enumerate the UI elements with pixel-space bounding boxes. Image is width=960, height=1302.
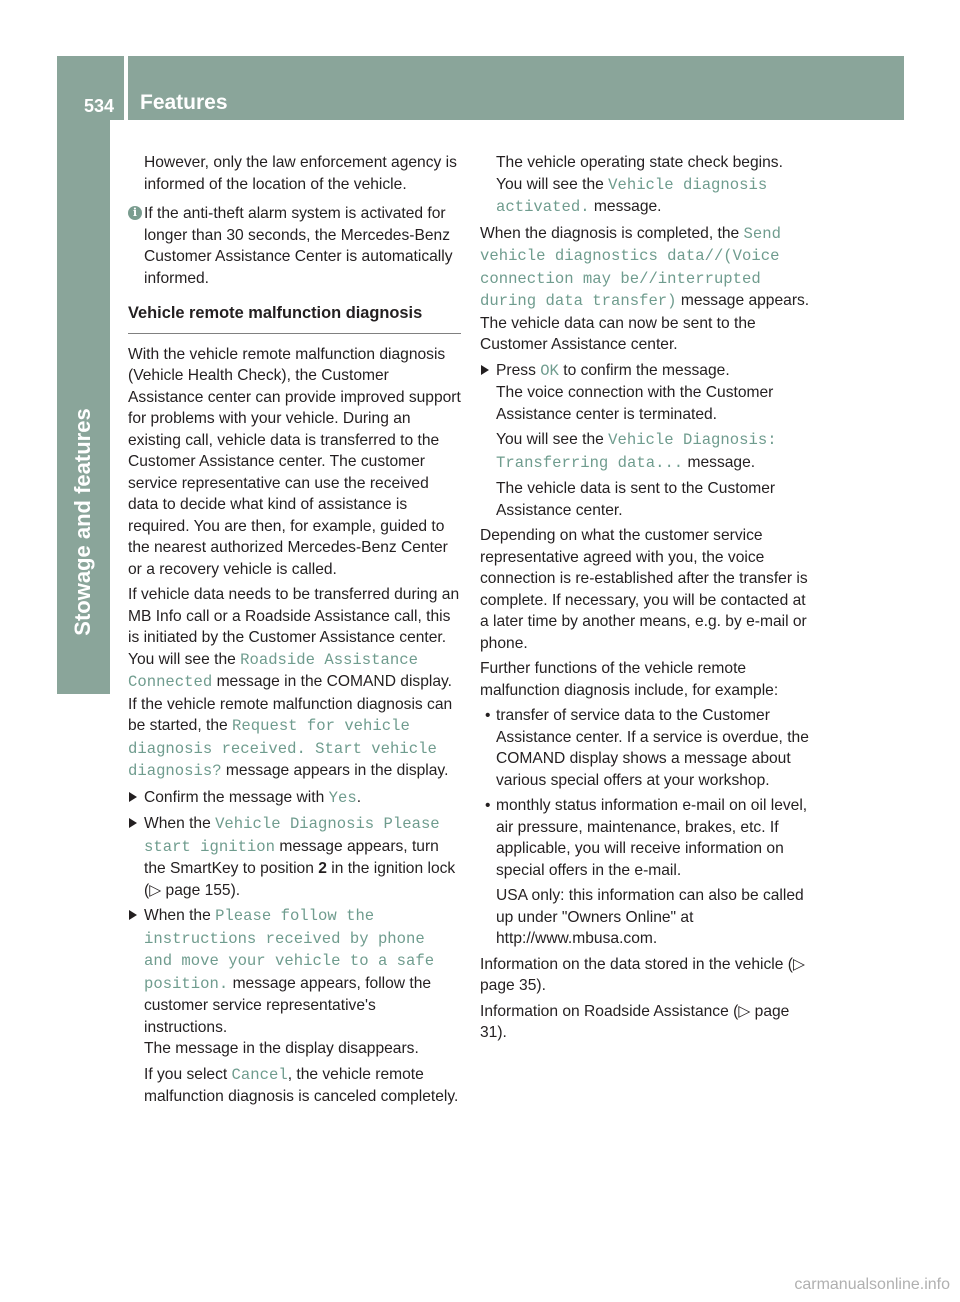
- paragraph: Further functions of the vehicle remote malfunction diagnosis include, for example:: [480, 660, 779, 699]
- paragraph: Information on Roadside Assistance (▷ page 31).: [480, 1002, 790, 1041]
- step-item: Confirm the message with Yes.: [128, 787, 461, 810]
- header-divider: [124, 56, 128, 120]
- info-icon: i: [128, 206, 142, 220]
- triangle-icon: ▷: [792, 955, 805, 973]
- page-number: 534: [84, 96, 115, 116]
- info-text: If the anti-theft alarm system is activated for longer than 30 seconds, the Mercedes-Benz Customer Assistance Center is automatically informed.: [144, 205, 453, 287]
- step-arrow-icon: [129, 818, 137, 828]
- side-tab-label: Stowage and features: [70, 408, 95, 636]
- info-note: [128, 203, 461, 289]
- step-arrow-icon: [129, 910, 137, 920]
- display-message: Please follow the instructions received by phone and move your vehicle to a safe position.: [144, 907, 435, 993]
- display-message: Vehicle Diagnosis: Transferring data...: [496, 431, 777, 472]
- page-reference[interactable]: page 31: [480, 1002, 790, 1041]
- section-title: Features: [140, 91, 228, 114]
- page-reference[interactable]: page 35: [480, 977, 537, 994]
- list-item: • transfer of service data to the Customer Assistance center. If a service is overdue, the COMAND display shows a message about various special offers at your workshop.: [485, 707, 809, 789]
- step-item: When the Vehicle Diagnosis Please start ignition message appears, turn the SmartKey to position 2 in the ignition lock (▷ page 155).: [128, 813, 461, 901]
- triangle-icon: ▷: [738, 1002, 751, 1020]
- subsection-heading: Vehicle remote malfunction diagnosis: [128, 303, 461, 334]
- list-item: • monthly status information e-mail on oil level, air pressure, maintenance, brakes, etc. If applicable, you will receive information on special offers in the e-mail. USA only: this information can also be called up under "Owners Online" at http://www.mbusa.com.: [485, 797, 808, 947]
- watermark-logo: carmanualsonline.info: [794, 1276, 950, 1293]
- paragraph: Depending on what the customer service representative agreed with you, the voice connection is re-established after the transfer is complete. If necessary, you will be contacted at a later time by another means, e.g. by e-mail or phone.: [480, 527, 808, 652]
- step-continuation: The vehicle operating state check begins. You will see the Vehicle diagnosis activated. message.: [496, 154, 783, 216]
- display-message: Yes: [328, 788, 357, 807]
- display-message: Vehicle diagnosis activated.: [496, 175, 768, 216]
- display-message: Cancel: [231, 1065, 288, 1084]
- paragraph: With the vehicle remote malfunction diagnosis (Vehicle Health Check), the Customer Assistance center can provide improved support for problems with your vehicle. During an existing call, vehicle data is transferred to the Customer Assistance center. The customer service representative can use the received data to decide what kind of assistance is required. You are then, for example, guided to the nearest authorized Mercedes-Benz Center or a recovery vehicle is called.: [128, 345, 461, 578]
- step-item: Press OK to confirm the message. The voice connection with the Customer Assistance center is terminated. You will see the Vehicle Diagnosis: Transferring data... message. The vehicle data is sent to the Customer Assistance center.: [480, 360, 813, 522]
- page-reference[interactable]: page 155: [165, 881, 231, 899]
- display-message: OK: [540, 361, 559, 380]
- paragraph: However, only the law enforcement agency is informed of the location of the vehicle.: [144, 154, 457, 193]
- paragraph: If you select Cancel, the vehicle remote malfunction diagnosis is canceled completely.: [144, 1065, 459, 1105]
- right-column: [480, 152, 813, 1048]
- display-message: Roadside Assistance Connected: [128, 650, 418, 691]
- display-message: Request for vehicle diagnosis received. Start vehicle diagnosis?: [128, 717, 437, 780]
- step-arrow-icon: [481, 365, 489, 375]
- display-message: Send vehicle diagnostics data//(Voice connection may be//interrupted during data transfer): [480, 224, 781, 310]
- step-arrow-icon: [129, 792, 137, 802]
- step-item: When the Please follow the instructions received by phone and move your vehicle to a safe position. message appears, follow the customer service representative's instructions. The message in the display disappears. If you select Cancel, the vehicle remote malfunction diagnosis is canceled completely.: [128, 905, 461, 1108]
- paragraph: If vehicle data needs to be transferred during an MB Info call or a Roadside Assistance call, this is initiated by the Customer Assistance center. You will see the Roadside Assistance Connected message in the COMAND display. If the vehicle remote malfunction diagnosis can be started, the Request for vehicle diagnosis received. Start vehicle diagnosis? message appears in the display.: [128, 586, 460, 780]
- paragraph: Information on the data stored in the vehicle (▷ page 35).: [480, 955, 805, 994]
- left-column: [128, 152, 461, 1112]
- display-message: Vehicle Diagnosis Please start ignition: [144, 815, 440, 856]
- paragraph: When the diagnosis is completed, the Send vehicle diagnostics data//(Voice connection may be//interrupted during data transfer) message appears. The vehicle data can now be sent to the Customer Assistance center.: [480, 224, 810, 353]
- bullet-icon: •: [485, 707, 491, 724]
- triangle-icon: ▷: [149, 881, 162, 899]
- bullet-icon: •: [485, 797, 491, 814]
